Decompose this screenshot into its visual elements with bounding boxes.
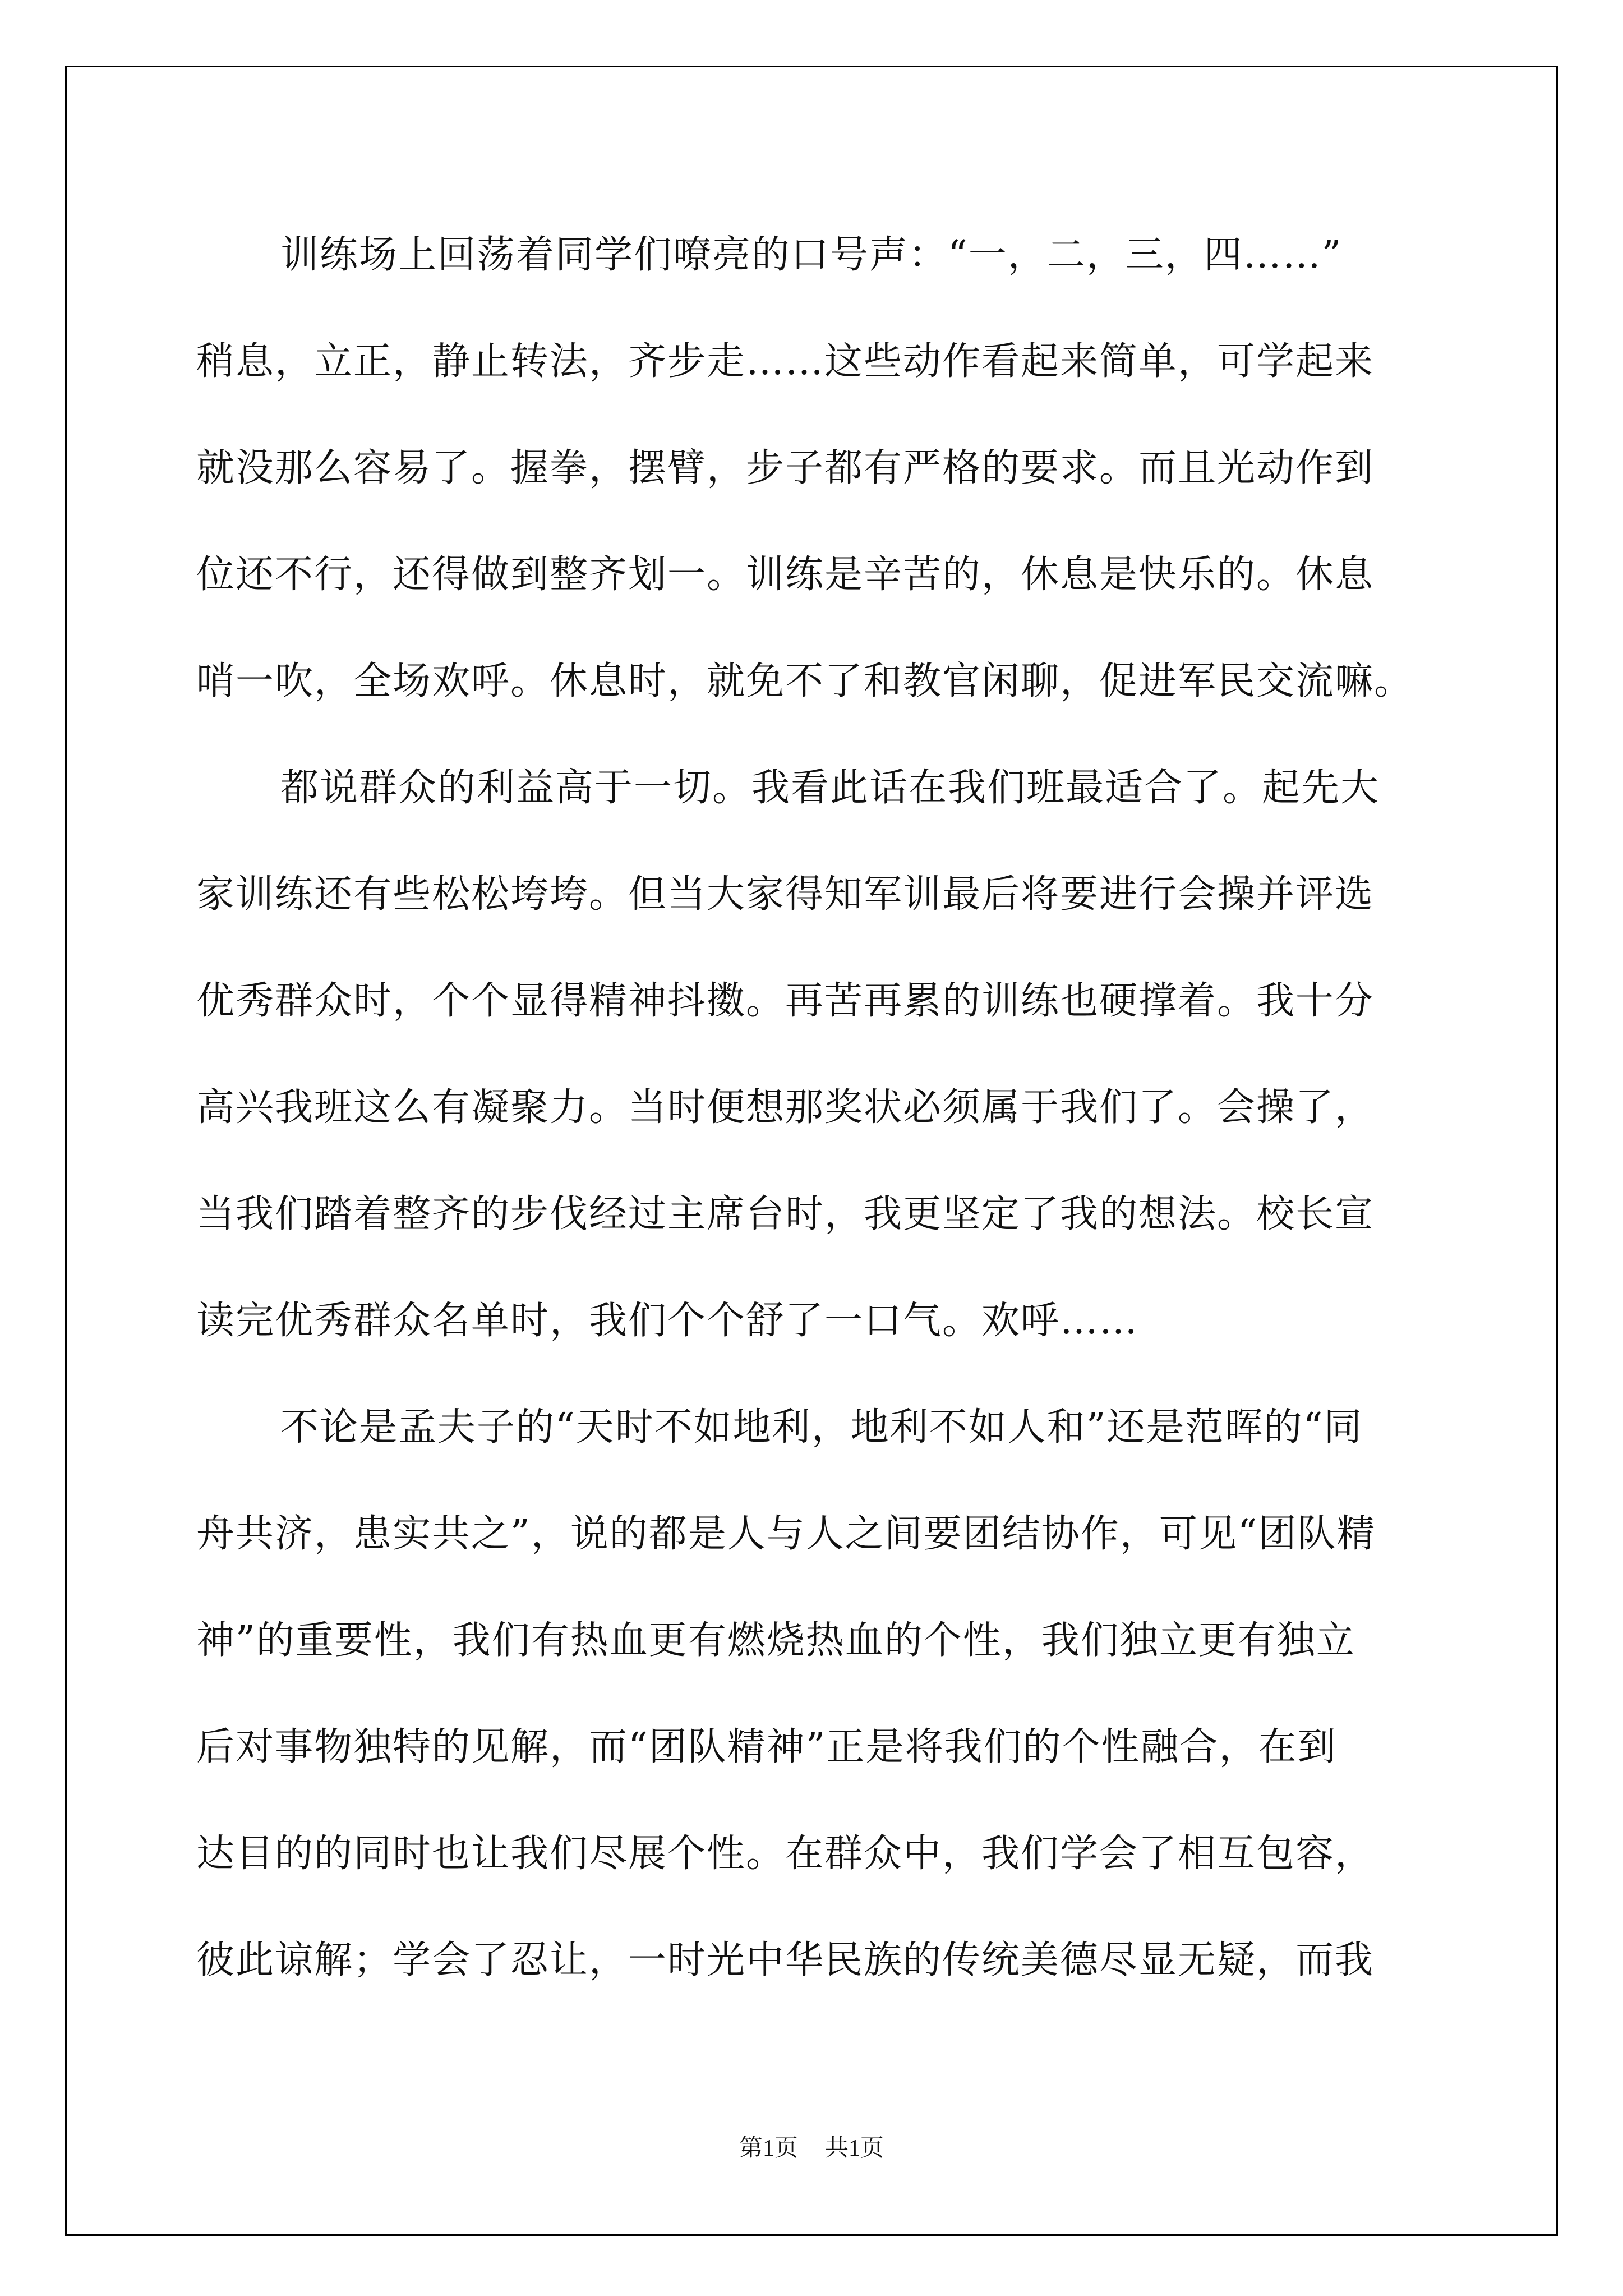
- paragraph-3-line-4: 后对事物独特的见解，而“团队精神”正是将我们的个性融合，在到: [196, 1725, 1337, 1769]
- paragraph-1-line-4: 位还不行，还得做到整齐划一。训练是辛苦的，休息是快乐的。休息: [196, 553, 1375, 597]
- page-total: 共1页: [825, 2136, 884, 2161]
- paragraph-3-line-6: 彼此谅解；学会了忍让，一时光中华民族的传统美德尽显无疑，而我: [196, 1938, 1375, 1982]
- paragraph-2-line-1: 都说群众的利益高于一切。我看此话在我们班最适合了。起先大: [280, 766, 1380, 810]
- paragraph-3-line-3: 神”的重要性，我们有热血更有燃烧热血的个性，我们独立更有独立: [196, 1618, 1355, 1663]
- page-footer: [0, 2126, 1623, 2171]
- page-number: 第1页: [739, 2136, 798, 2161]
- paragraph-1-line-1: 训练场上回荡着同学们嘹亮的口号声：“一，二，三，四……”: [280, 233, 1343, 277]
- paragraph-1-line-5: 哨一吹，全场欢呼。休息时，就免不了和教官闲聊，促进军民交流嘛。: [196, 659, 1414, 703]
- paragraph-2-line-5: 当我们踏着整齐的步伐经过主席台时，我更坚定了我的想法。校长宣: [196, 1192, 1375, 1236]
- paragraph-1-line-3: 就没那么容易了。握拳，摆臂，步子都有严格的要求。而且光动作到: [196, 446, 1375, 490]
- paragraph-2-line-3: 优秀群众时，个个显得精神抖擞。再苦再累的训练也硬撑着。我十分: [196, 979, 1375, 1023]
- paragraph-3-line-1: 不论是孟夫子的“天时不如地利，地利不如人和”还是范晖的“同: [280, 1405, 1363, 1450]
- paragraph-2-line-2: 家训练还有些松松垮垮。但当大家得知军训最后将要进行会操并评选: [196, 872, 1375, 917]
- paragraph-2-line-6: 读完优秀群众名单时，我们个个舒了一口气。欢呼……: [196, 1299, 1139, 1343]
- paragraph-3-line-2: 舟共济，患实共之”，说的都是人与人之间要团结协作，可见“团队精: [196, 1512, 1376, 1556]
- paragraph-2-line-4: 高兴我班这么有凝聚力。当时便想那奖状必须属于我们了。会操了，: [196, 1085, 1375, 1130]
- paragraph-1-line-2: 稍息，立正，静止转法，齐步走……这些动作看起来简单，可学起来: [196, 339, 1375, 384]
- paragraph-3-line-5: 达目的的同时也让我们尽展个性。在群众中，我们学会了相互包容，: [196, 1832, 1375, 1876]
